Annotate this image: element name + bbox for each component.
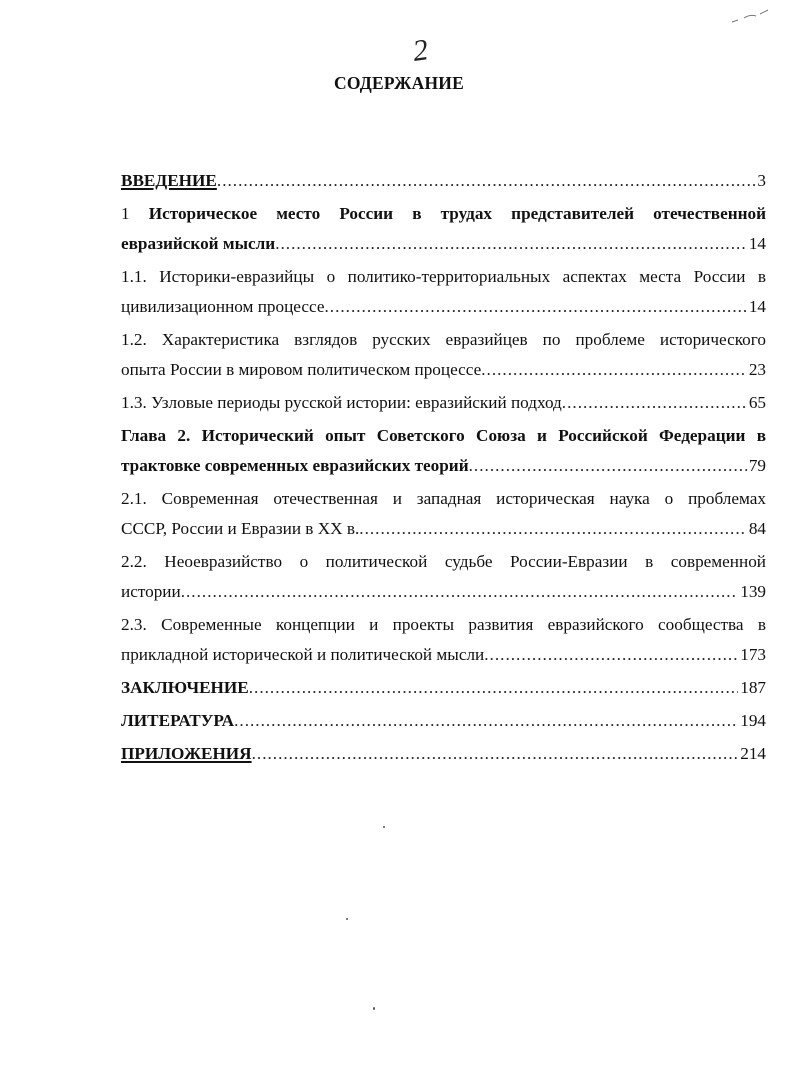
toc-entry-line	[121, 451, 766, 481]
leader-dots	[234, 706, 738, 736]
toc-entry-label: истории	[121, 582, 181, 601]
toc-entry-label: СССР, России и Евразии в XX в.	[121, 519, 360, 538]
toc-entry-introduction[interactable]	[121, 166, 766, 196]
toc-page-number: 84	[748, 519, 766, 538]
toc-page-number: 194	[740, 711, 766, 730]
toc-page-number: 214	[740, 744, 766, 763]
toc-page-number: 79	[748, 456, 766, 475]
leader-dots	[481, 355, 747, 385]
toc-entry-label: ПРИЛОЖЕНИЯ	[121, 744, 252, 763]
toc-entry-label: ВВЕДЕНИЕ	[121, 171, 217, 190]
toc-entry-literature[interactable]	[121, 706, 766, 736]
toc-page-number: 139	[740, 582, 766, 601]
scan-speck	[383, 826, 385, 828]
page-number: 2	[410, 33, 432, 68]
leader-dots	[469, 451, 747, 481]
leader-dots	[359, 514, 747, 544]
leader-dots	[252, 739, 739, 769]
toc-entry-line: 1.2. Характеристика взглядов русских евразийцев по проблеме исторического	[121, 330, 766, 349]
chapter-title-cont: евразийской мысли	[121, 234, 276, 253]
toc-page-number: 14	[748, 297, 766, 316]
toc-entry-line: 1.1. Историки-евразийцы о политико-территориальных аспектах места России в	[121, 267, 766, 286]
toc-entry-2-1[interactable]	[121, 484, 766, 544]
toc-entry-1-3[interactable]	[121, 388, 766, 418]
toc-page-number: 14	[748, 234, 766, 253]
toc-entry-1-2[interactable]	[121, 325, 766, 385]
toc-page-number: 3	[757, 171, 766, 190]
scan-speck	[346, 918, 348, 920]
chapter-number: 1	[121, 204, 130, 223]
toc-entry-line: 2.3. Современные концепции и проекты развития евразийского сообщества в	[121, 615, 766, 634]
page-title: СОДЕРЖАНИЕ	[333, 73, 464, 93]
toc-page-number: 187	[740, 678, 766, 697]
toc-entry-line	[121, 199, 766, 229]
toc-entry-chapter-2[interactable]	[121, 421, 766, 481]
toc-entry-line: 2.2. Неоевразийство о политической судьбе России-Евразии в современной	[121, 552, 766, 571]
toc-entry-2-2[interactable]	[121, 547, 766, 607]
toc-entry-label: прикладной исторической и политической мысли	[121, 645, 485, 664]
leader-dots	[324, 292, 746, 322]
toc-entry-label: опыта России в мировом политическом процессе	[121, 360, 482, 379]
toc-entry-line: Глава 2. Исторический опыт Советского Союза и Российской Федерации в	[121, 426, 766, 445]
toc-entry-label: ЛИТЕРАТУРА	[121, 711, 235, 730]
toc-entry-conclusion[interactable]	[121, 673, 766, 703]
chapter-title-cont: трактовке современных евразийских теорий	[121, 456, 469, 475]
toc-entry-line: 2.1. Современная отечественная и западная историческая наука о проблемах	[121, 489, 766, 508]
toc-entry-line	[121, 577, 766, 607]
toc-entry-appendices[interactable]	[121, 739, 766, 769]
toc-entry-2-3[interactable]	[121, 610, 766, 670]
table-of-contents	[121, 166, 766, 769]
toc-entry-line	[121, 514, 766, 544]
margin-mark	[730, 8, 770, 28]
toc-entry-label: 1.3. Узловые периоды русской истории: евразийский подход	[121, 393, 562, 412]
toc-entry-chapter-1[interactable]	[121, 199, 766, 259]
leader-dots	[181, 577, 739, 607]
leader-dots	[249, 673, 738, 703]
toc-entry-line	[121, 292, 766, 322]
toc-page-number: 23	[748, 360, 766, 379]
toc-entry-line	[121, 640, 766, 670]
leader-dots	[562, 388, 747, 418]
leader-dots	[275, 229, 747, 259]
leader-dots	[484, 640, 738, 670]
leader-dots	[217, 166, 756, 196]
toc-page-number: 173	[740, 645, 766, 664]
toc-entry-line	[121, 355, 766, 385]
toc-page-number: 65	[748, 393, 766, 412]
toc-entry-line	[121, 229, 766, 259]
toc-entry-1-1[interactable]	[121, 262, 766, 322]
scan-speck	[373, 1007, 375, 1010]
chapter-title: Историческое место России в трудах представителей отечественной	[148, 204, 767, 223]
toc-entry-label: ЗАКЛЮЧЕНИЕ	[121, 678, 249, 697]
toc-entry-label: цивилизационном процессе	[121, 297, 325, 316]
